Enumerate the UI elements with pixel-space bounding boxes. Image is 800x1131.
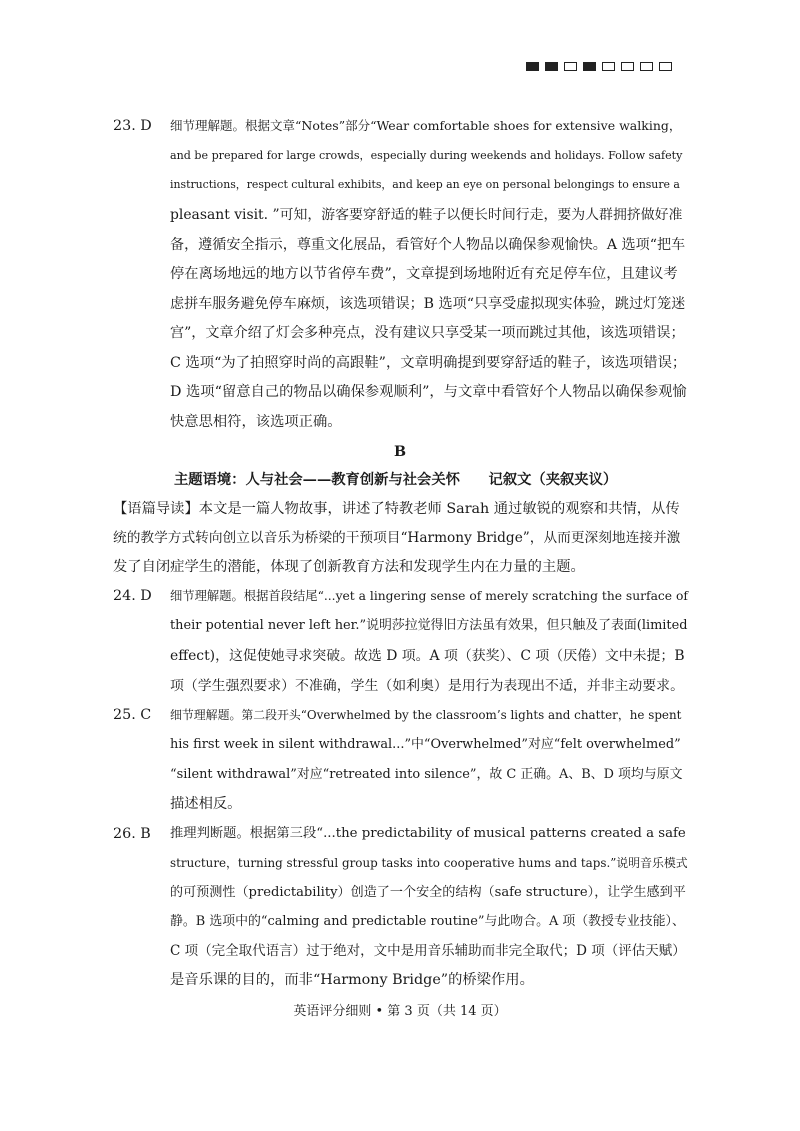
empty-square-icon [602,62,615,71]
intro-line: 【语篇导读】本文是一篇人物故事，讲述了特教老师 Sarah 通过敏锐的观察和共情，从传 [113,501,680,517]
answer-line: 描述相反。 [170,796,242,812]
question-number: 26. B [113,826,151,842]
empty-square-icon [621,62,634,71]
answer-line: 推理判断题。根据第三段“...the predictability of musical patterns created a safe [170,826,686,841]
answer-line: 备，遵循安全指示，尊重文化展品，看管好个人物品以确保参观愉快。A 选项“把车 [170,237,686,253]
intro-line: 发了自闭症学生的潜能，体现了创新教育方法和发现学生内在力量的主题。 [113,559,585,575]
empty-square-icon [659,62,672,71]
question-number: 23. D [113,118,152,134]
filled-square-icon [583,62,596,71]
answer-line: C 选项“为了拍照穿时尚的高跟鞋”，文章明确提到要穿舒适的鞋子，该选项错误； [170,355,687,371]
answer-line: 宫”，文章介绍了灯会多种亮点，没有建议只享受某一项而跳过其他，该选项错误； [170,325,685,341]
question-number: 24. D [113,588,152,604]
empty-square-icon [640,62,653,71]
answer-line: 细节理解题。根据文章“Notes”部分“Wear comfortable shoes for extensive walking， [170,118,682,133]
answer-line: 细节理解题。根据首段结尾“...yet a lingering sense of merely scratching the surface of [170,589,688,603]
answer-line: D 选项“留意自己的物品以确保参观顺利”，与文章中看管好个人物品以确保参观愉 [170,384,687,400]
answer-line: 细节理解题。第二段开头“Overwhelmed by the classroom’s lights and chatter，he spent [170,708,682,722]
answer-line: their potential never left her.”说明莎拉觉得旧方法虽有效果，但只触及了表面(limited [170,618,688,633]
page-footer: 英语评分细则 • 第 3 页（共 14 页） [293,1004,507,1019]
empty-square-icon [564,62,577,71]
answer-line: 停在离场地远的地方以节省停车费”，文章提到场地附近有充足停车位，且建议考 [170,266,678,282]
filled-square-icon [545,62,558,71]
section-theme: 主题语境：人与社会——教育创新与社会关怀 记叙文（夹叙夹议） [174,472,618,488]
page-marker-squares [526,62,672,71]
intro-line: 统的教学方式转向创立以音乐为桥梁的干预项目“Harmony Bridge”，从而更深刻地连接并激 [113,530,681,546]
question-number: 25. C [113,707,152,723]
answer-line: 是音乐课的目的，而非“Harmony Bridge”的桥梁作用。 [170,972,534,988]
answer-line: structure，turning stressful group tasks into cooperative hums and taps.”说明音乐模式 [170,856,688,870]
answer-line: his first week in silent withdrawal...”中“Overwhelmed”对应“felt overwhelmed” [170,737,681,752]
section-letter: B [393,444,407,460]
answer-line: 的可预测性（predictability）创造了一个安全的结构（safe structure），让学生感到平 [170,885,686,900]
answer-line: 项（学生强烈要求）不准确，学生（如利奥）是用行为表现出不适，并非主动要求。 [170,678,684,694]
answer-line: C 项（完全取代语言）过于绝对，文中是用音乐辅助而非完全取代；D 项（评估天赋） [170,943,686,959]
answer-line: 虑拼车服务避免停车麻烦，该选项错误；B 选项“只享受虚拟现实体验，跳过灯笼迷 [170,296,686,312]
answer-line: 快意思相符，该选项正确。 [170,414,342,430]
answer-line: effect)，这促使她寻求突破。故选 D 项。A 项（获奖）、C 项（厌倦）文中未提；B [170,648,685,664]
answer-line: and be prepared for large crowds，especially during weekends and holidays. Follow safety [170,149,683,162]
answer-line: “silent withdrawal”对应“retreated into silence”，故 C 正确。A、B、D 项均与原文 [170,767,683,782]
answer-line: 静。B 选项中的“calming and predictable routine”与此吻合。A 项（教授专业技能）、 [170,914,685,929]
answer-line: pleasant visit. ”可知，游客要穿舒适的鞋子以便长时间行走，要为人群拥挤做好准 [170,207,683,223]
filled-square-icon [526,62,539,71]
answer-line: instructions，respect cultural exhibits，and keep an eye on personal belongings to ensure a [170,178,680,191]
